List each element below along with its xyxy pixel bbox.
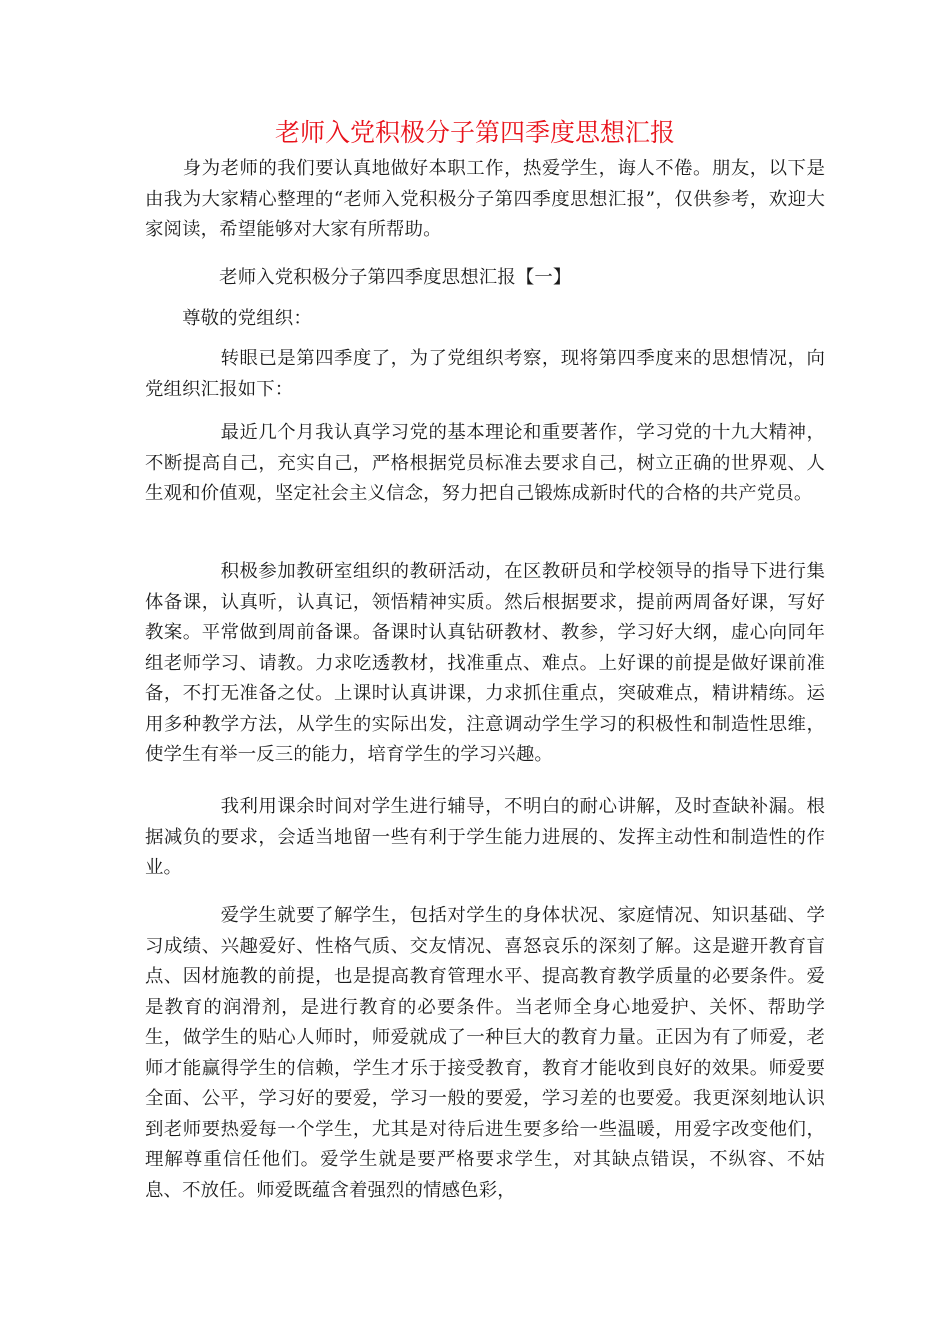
section-heading — [145, 263, 825, 294]
paragraph-text: 爱学生就要了解学生，包括对学生的身体状况、家庭情况、知识基础、学习成绩、兴趣爱好、性格气质、交友情况、喜怒哀乐的深刻了解。这是避开教育盲点、因材施教的前提，也是提高教育管理水平、提高教育教学质量的必要条件。爱是教育的润滑剂，是进行教育的必要条件。当老师全身心地爱护、关怀、帮助学生，做学生的贴心人师时，师爱就成了一种巨大的教育力量。正因为有了师爱，老师才能赢得学生的信赖，学生才乐于接受教育，教育才能收到良好的效果。师爱要全面、公平，学习好的要爱，学习一般的要爱，学习差的也要爱。我更深刻地认识到老师要热爱每一个学生，尤其是对待后进生要多给一些温暖，用爱字改变他们，理解尊重信任他们。爱学生就是要严格要求学生，对其缺点错误，不纵容、不姑息、不放任。师爱既蕴含着强烈的情感色彩， — [145, 905, 825, 1201]
intro-paragraph — [145, 154, 825, 246]
paragraph-text: 最近几个月我认真学习党的基本理论和重要著作，学习党的十九大精神，不断提高自己，充实自己，严格根据党员标准去要求自己，树立正确的世界观、人生观和价值观，坚定社会主义信念，努力把自己锻炼成新时代的合格的共产党员。 — [145, 422, 825, 504]
body-paragraph — [145, 792, 825, 884]
paragraph-text: 转眼已是第四季度了，为了党组织考察，现将第四季度来的思想情况，向党组织汇报如下： — [145, 348, 825, 400]
intro-text: 身为老师的我们要认真地做好本职工作，热爱学生，诲人不倦。朋友，以下是由我为大家精心整理的“老师入党积极分子第四季度思想汇报”，仅供参考，欢迎大家阅读，希望能够对大家有所帮助。 — [145, 158, 825, 240]
document-title: 老师入党积极分子第四季度思想汇报 — [274, 118, 675, 147]
body-paragraph — [145, 418, 825, 510]
paragraph-text: 积极参加教研室组织的教研活动，在区教研员和学校领导的指导下进行集体备课，认真听，认真记，领悟精神实质。然后根据要求，提前两周备好课，写好教案。平常做到周前备课。备课时认真钻研教材、教参，学习好大纲，虚心向同年组老师学习、请教。力求吃透教材，找准重点、难点。上好课的前提是做好课前准备，不打无准备之仗。上课时认真讲课，力求抓住重点，突破难点，精讲精练。运用多种教学方法，从学生的实际出发，注意调动学生学习的积极性和制造性思维，使学生有举一反三的能力，培育学生的学习兴趣。 — [145, 561, 825, 765]
body-paragraph — [145, 557, 825, 771]
paragraph-text: 我利用课余时间对学生进行辅导，不明白的耐心讲解，及时查缺补漏。根据减负的要求，会适当地留一些有利于学生能力进展的、发挥主动性和制造性的作业。 — [145, 796, 825, 878]
body-paragraph — [145, 901, 825, 1206]
body-paragraph — [145, 344, 825, 405]
section-heading-text: 老师入党积极分子第四季度思想汇报【一】 — [145, 267, 572, 288]
salutation — [145, 304, 825, 335]
salutation-text: 尊敬的党组织： — [145, 308, 312, 329]
